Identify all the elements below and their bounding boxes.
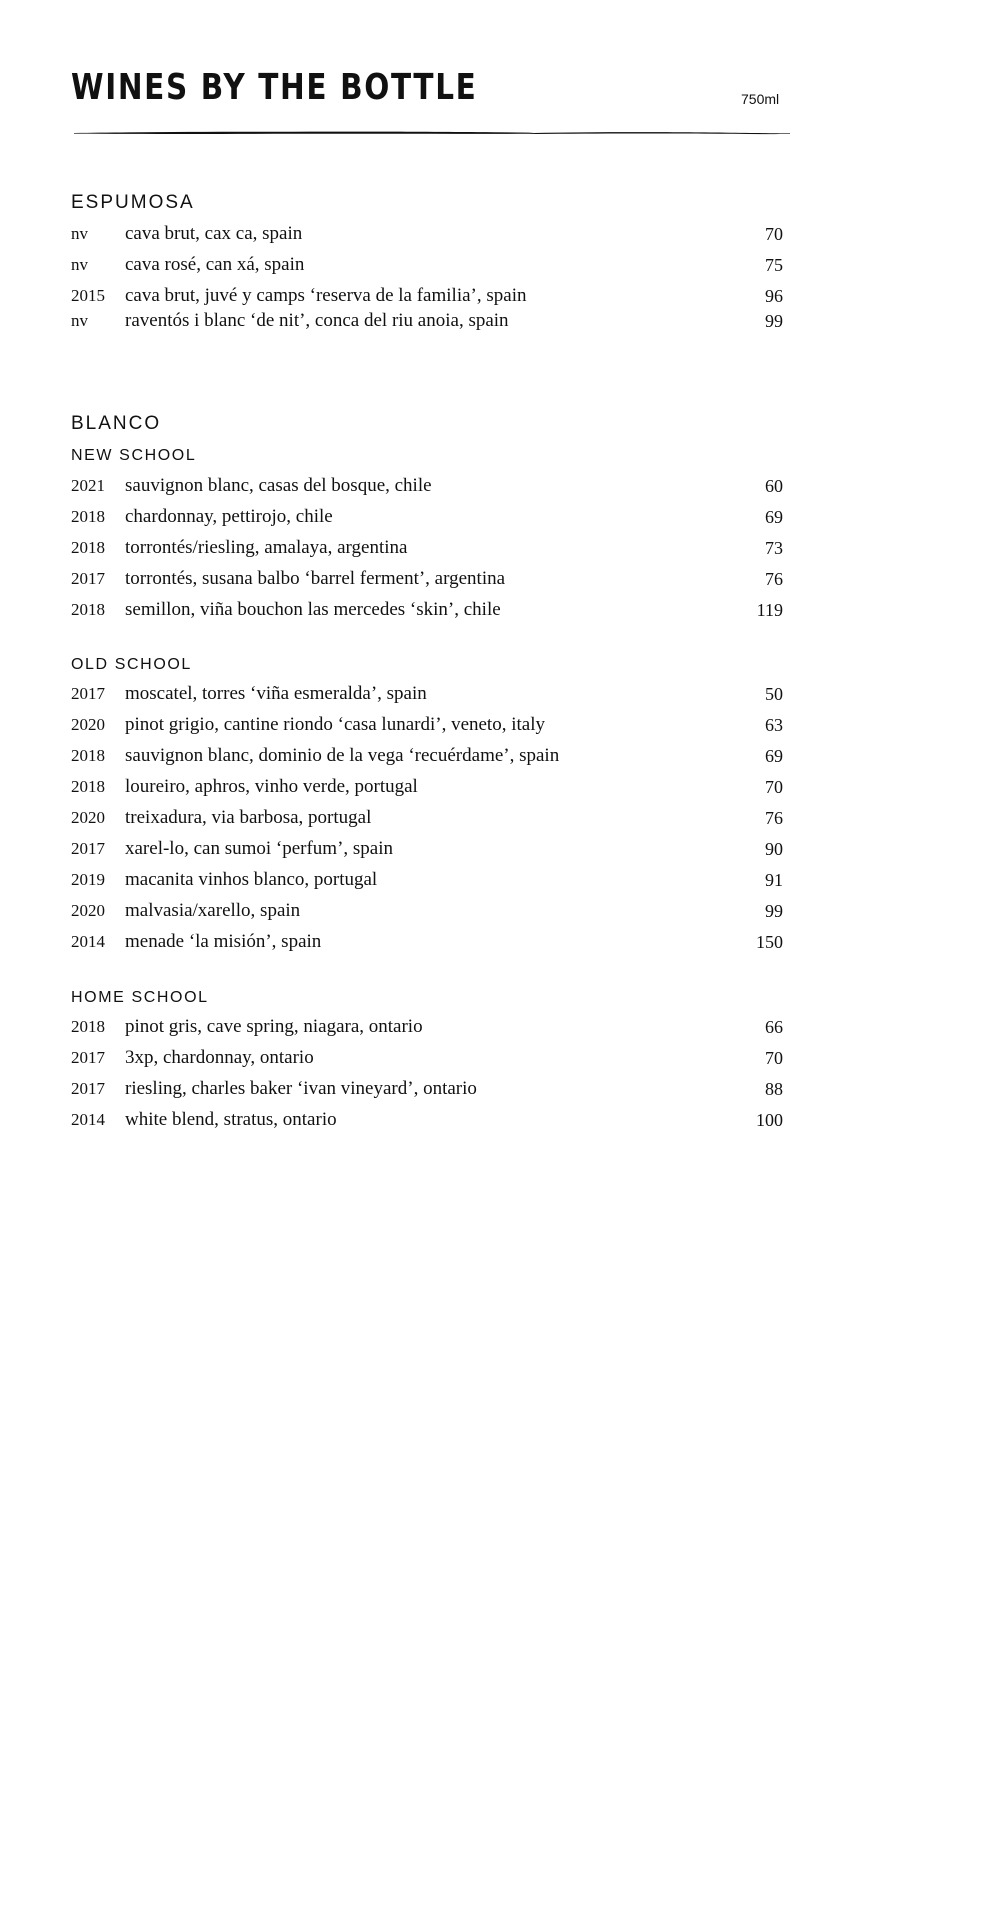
wine-name: torrontés/riesling, amalaya, argentina xyxy=(125,537,408,558)
wine-name: riesling, charles baker ‘ivan vineyard’, ontario xyxy=(125,1078,477,1099)
wine-year: 2021 xyxy=(71,476,105,495)
wine-row xyxy=(71,1078,783,1100)
wine-year: 2014 xyxy=(71,1110,105,1129)
wine-name: white blend, stratus, ontario xyxy=(125,1109,337,1130)
wine-year: 2017 xyxy=(71,1048,105,1067)
wine-price: 76 xyxy=(765,808,783,828)
wine-row xyxy=(71,310,783,332)
wine-row xyxy=(71,223,783,245)
wine-row xyxy=(71,537,783,559)
wine-price: 50 xyxy=(765,684,783,704)
subsection-title-new-school: NEW SCHOOL xyxy=(71,447,197,464)
wine-year: nv xyxy=(71,224,88,243)
wine-name: cava rosé, can xá, spain xyxy=(125,254,305,275)
wine-price: 60 xyxy=(765,476,783,496)
wine-price: 75 xyxy=(765,255,783,275)
subsection-title-home-school: HOME SCHOOL xyxy=(71,989,209,1006)
wine-row xyxy=(71,285,783,307)
wine-year: 2018 xyxy=(71,746,105,765)
wine-name: sauvignon blanc, dominio de la vega ‘recuérdame’, spain xyxy=(125,745,560,766)
wine-year: 2017 xyxy=(71,684,105,703)
wine-year: 2014 xyxy=(71,932,105,951)
wine-year: 2020 xyxy=(71,808,105,827)
wine-price: 70 xyxy=(765,224,783,244)
wine-price: 63 xyxy=(765,715,783,735)
wine-year: 2015 xyxy=(71,286,105,305)
wine-name: sauvignon blanc, casas del bosque, chile xyxy=(125,475,432,496)
wine-name: pinot gris, cave spring, niagara, ontario xyxy=(125,1016,423,1037)
wine-price: 76 xyxy=(765,569,783,589)
page-title: WINES BY THE BOTTLE xyxy=(71,67,478,108)
section-title-blanco: BLANCO xyxy=(71,413,162,434)
wine-row xyxy=(71,1047,783,1069)
wine-year: 2017 xyxy=(71,1079,105,1098)
wine-name: raventós i blanc ‘de nit’, conca del riu anoia, spain xyxy=(125,310,509,331)
wine-name: malvasia/xarello, spain xyxy=(125,900,301,921)
brush-divider xyxy=(74,130,790,136)
wine-price: 91 xyxy=(765,870,783,890)
wine-price: 99 xyxy=(765,901,783,921)
wine-row xyxy=(71,807,783,829)
wine-price: 99 xyxy=(765,311,783,331)
wine-price: 70 xyxy=(765,777,783,797)
wine-year: 2017 xyxy=(71,569,105,588)
wine-price: 88 xyxy=(765,1079,783,1099)
wine-year: 2018 xyxy=(71,538,105,557)
wine-price: 90 xyxy=(765,839,783,859)
wine-row xyxy=(71,1016,783,1038)
wine-name: cava brut, juvé y camps ‘reserva de la familia’, spain xyxy=(125,285,527,306)
wine-name: loureiro, aphros, vinho verde, portugal xyxy=(125,776,418,797)
wine-row xyxy=(71,776,783,798)
wine-name: pinot grigio, cantine riondo ‘casa lunardi’, veneto, italy xyxy=(125,714,545,735)
wine-row xyxy=(71,1109,783,1131)
wine-row xyxy=(71,869,783,891)
wine-price: 69 xyxy=(765,507,783,527)
wine-year: 2018 xyxy=(71,777,105,796)
wine-year: 2018 xyxy=(71,600,105,619)
wine-row xyxy=(71,254,783,276)
wine-row xyxy=(71,683,783,705)
wine-name: torrontés, susana balbo ‘barrel ferment’, argentina xyxy=(125,568,506,589)
wine-row xyxy=(71,506,783,528)
wine-price: 66 xyxy=(765,1017,783,1037)
wine-name: moscatel, torres ‘viña esmeralda’, spain xyxy=(125,683,427,704)
wine-year: nv xyxy=(71,255,88,274)
wine-row xyxy=(71,714,783,736)
wine-price: 69 xyxy=(765,746,783,766)
wine-row xyxy=(71,745,783,767)
wine-year: 2018 xyxy=(71,1017,105,1036)
wine-row xyxy=(71,475,783,497)
section-title-espumosa: ESPUMOSA xyxy=(71,192,195,213)
wine-price: 70 xyxy=(765,1048,783,1068)
wine-row xyxy=(71,931,783,953)
wine-row xyxy=(71,599,783,621)
subsection-title-old-school: OLD SCHOOL xyxy=(71,656,192,673)
wine-name: chardonnay, pettirojo, chile xyxy=(125,506,333,527)
wine-price: 150 xyxy=(756,932,783,952)
wine-name: semillon, viña bouchon las mercedes ‘skin’, chile xyxy=(125,599,501,620)
bottle-volume-label: 750ml xyxy=(741,91,780,107)
wine-name: 3xp, chardonnay, ontario xyxy=(125,1047,314,1068)
wine-price: 100 xyxy=(756,1110,783,1130)
wine-name: cava brut, cax ca, spain xyxy=(125,223,303,244)
wine-year: 2019 xyxy=(71,870,105,889)
wine-name: treixadura, via barbosa, portugal xyxy=(125,807,372,828)
wine-year: 2020 xyxy=(71,901,105,920)
wine-year: 2017 xyxy=(71,839,105,858)
wine-year: 2018 xyxy=(71,507,105,526)
wine-year: nv xyxy=(71,311,88,330)
wine-price: 73 xyxy=(765,538,783,558)
wine-year: 2020 xyxy=(71,715,105,734)
wine-row xyxy=(71,838,783,860)
wine-price: 119 xyxy=(756,600,783,620)
wine-price: 96 xyxy=(765,286,783,306)
wine-name: macanita vinhos blanco, portugal xyxy=(125,869,378,890)
wine-row xyxy=(71,568,783,590)
wine-name: xarel-lo, can sumoi ‘perfum’, spain xyxy=(125,838,394,859)
wine-name: menade ‘la misión’, spain xyxy=(125,931,322,952)
wine-row xyxy=(71,900,783,922)
